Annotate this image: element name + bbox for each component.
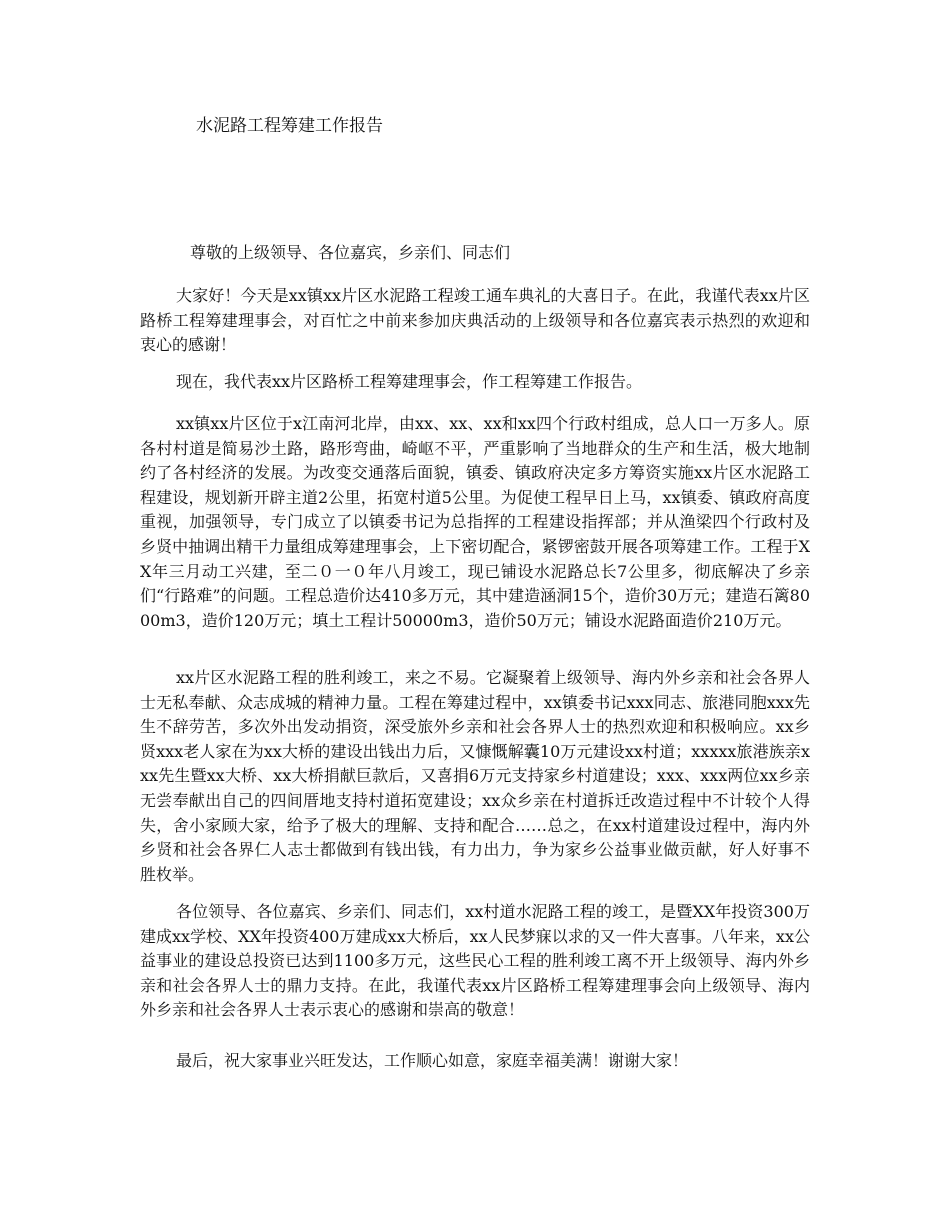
paragraph-report-intro: 现在，我代表xx片区路桥工程筹建理事会，作工程筹建工作报告。 bbox=[176, 372, 643, 391]
paragraph-greeting: 大家好！今天是xx镇xx片区水泥路工程竣工通车典礼的大喜日子。在此，我谨代表xx片区路桥工程筹建理事会，对百忙之中前来参加庆典活动的上级领导和各位嘉宾表示热烈的欢迎和衷心的感谢！ bbox=[140, 286, 810, 355]
paragraph-acknowledgements: xx片区水泥路工程的胜利竣工，来之不易。它凝聚着上级领导、海内外乡亲和社会各界人士无私奉献、众志成城的精神力量。工程在筹建过程中，xx镇委书记xxx同志、旅港同胞xxx先生不辞劳苦，多次外出发动捐资，深受旅外乡亲和社会各界人士的热烈欢迎和积极响应。xx乡贤xxx老人家在为xx大桥的建设出钱出力后，又慷慨解囊10万元建设xx村道；xxxxx旅港族亲xxx先生暨xx大桥、xx大桥捐献巨款后，又喜捐6万元支持家乡村道建设；xxx、xxx两位xx乡亲无尝奉献出自己的四间厝地支持村道拓宽建设；xx众乡亲在村道拆迁改造过程中不计较个人得失，舍小家顾大家，给予了极大的理解、支持和配合……总之，在xx村道建设过程中，海内外乡贤和社会各界仁人志士都做到有钱出钱，有力出力，争为家乡公益事业做贡献，好人好事不胜枚举。 bbox=[140, 668, 810, 884]
paragraph-project-overview: xx镇xx片区位于x江南河北岸，由xx、xx、xx和xx四个行政村组成，总人口一万多人。原各村村道是简易沙土路，路形弯曲，崎岖不平，严重影响了当地群众的生产和生活，极大地制约了各村经济的发展。为改变交通落后面貌，镇委、镇政府决定多方筹资实施xx片区水泥路工程建设，规划新开辟主道2公里，拓宽村道5公里。为促使工程早日上马，xx镇委、镇政府高度重视，加强领导，专门成立了以镇委书记为总指挥的工程建设指挥部；并从渔梁四个行政村及乡贤中抽调出精干力量组成筹建理事会，上下密切配合，紧锣密鼓开展各项筹建工作。工程于XX年三月动工兴建，至二０一０年八月竣工，现已铺设水泥路总长7公里多，彻底解决了乡亲们“行路难”的问题。工程总造价达410多万元，其中建造涵洞15个，造价30万元；建造石篱8000m3，造价120万元；填土工程计50000m3，造价50万元；铺设水泥路面造价210万元。 bbox=[140, 414, 810, 630]
paragraph-closing: 最后，祝大家事业兴旺发达，工作顺心如意，家庭幸福美满！谢谢大家！ bbox=[176, 1051, 689, 1070]
document-title: 水泥路工程筹建工作报告 bbox=[196, 116, 383, 136]
paragraph-thanks: 各位领导、各位嘉宾、乡亲们、同志们，xx村道水泥路工程的竣工，是暨XX年投资300万建成xx学校、XX年投资400万建成xx大桥后，xx人民梦寐以求的又一件大喜事。八年来，xx公益事业的建设总投资已达到1100多万元，这些民心工程的胜利竣工离不开上级领导、海内外乡亲和社会各界人士的鼎力支持。在此，我谨代表xx片区路桥工程筹建理事会向上级领导、海内外乡亲和社会各界人士表示衷心的感谢和崇高的敬意！ bbox=[140, 902, 810, 1020]
salutation: 尊敬的上级领导、各位嘉宾，乡亲们、同志们 bbox=[190, 243, 511, 262]
